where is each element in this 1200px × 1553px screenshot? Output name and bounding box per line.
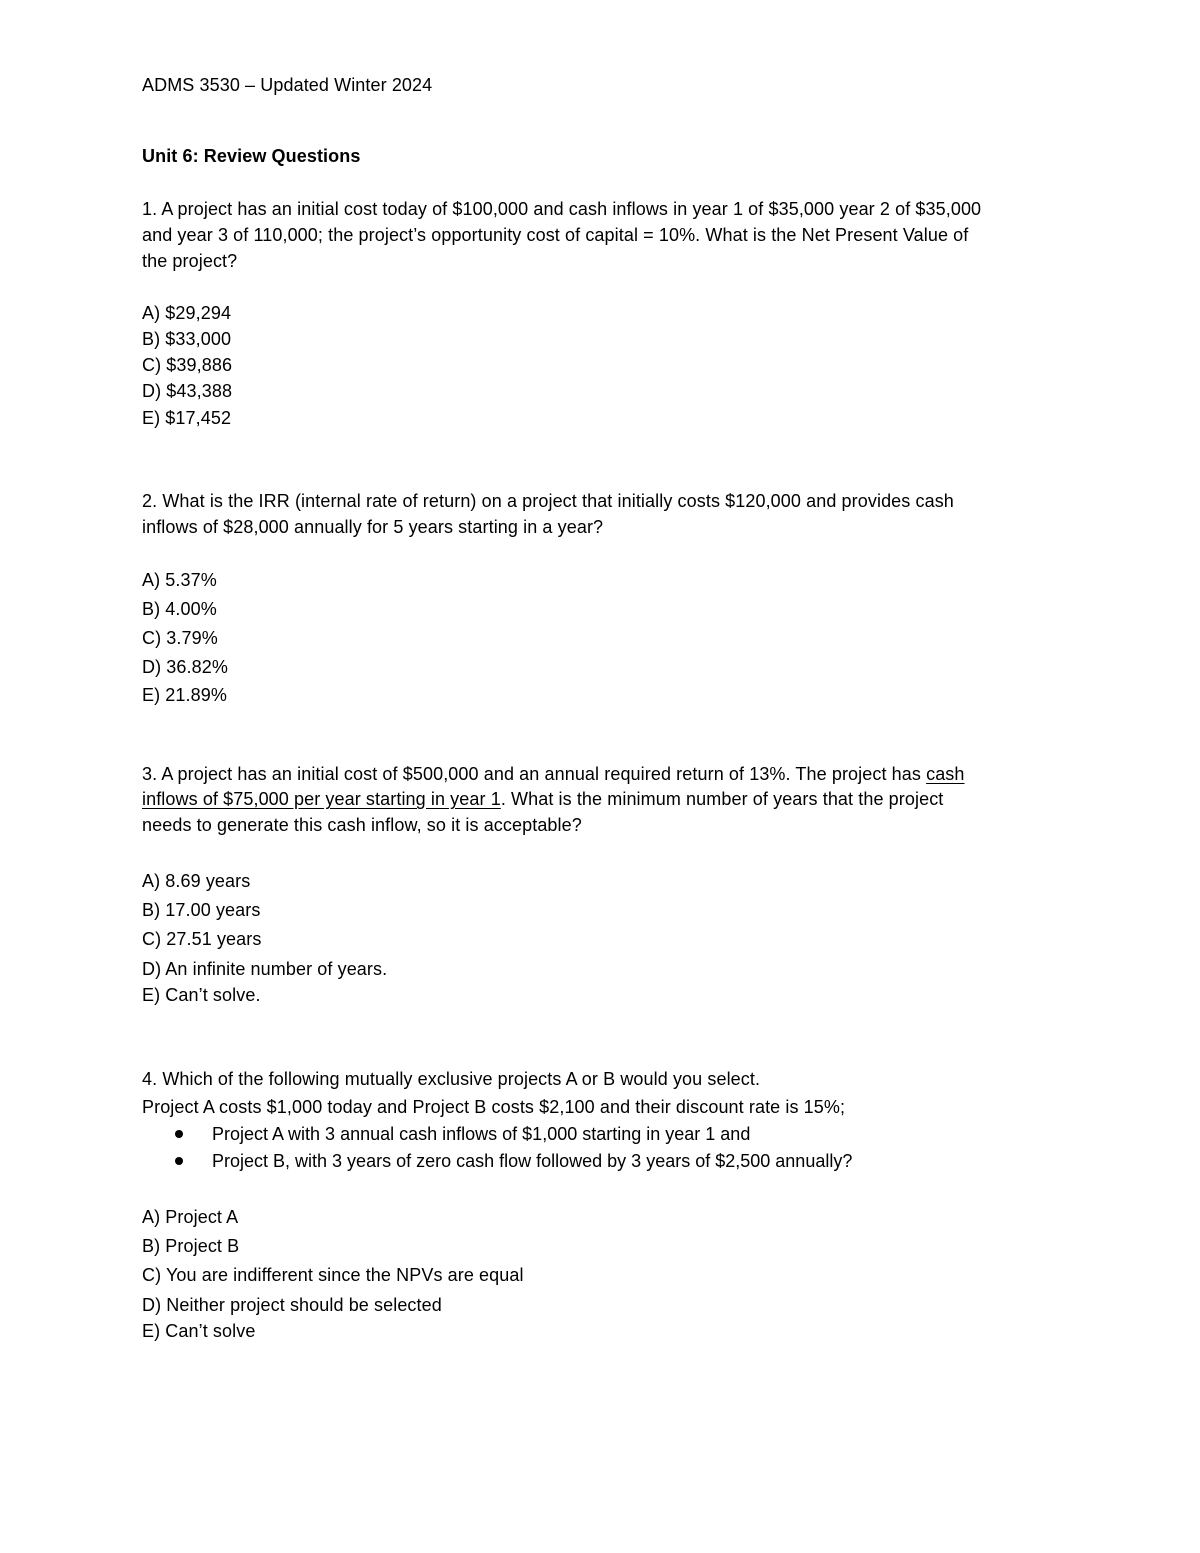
question-3-option-c: C) 27.51 years [142,929,262,949]
question-1-text-line-1: 1. A project has an initial cost today of $100,000 and cash inflows in year 1 of $35,000 year 2 of $35,000 [142,199,982,219]
question-2-option-e: E) 21.89% [142,685,227,705]
question-1-option-a: A) $29,294 [142,303,232,323]
question-4-text-line-2: Project A costs $1,000 today and Project B costs $2,100 and their discount rate is 15%; [142,1097,846,1117]
question-3-text-line-3: needs to generate this cash inflow, so it is acceptable? [142,815,582,835]
question-3-text-line-2-rest: . What is the minimum number of years that the project [500,789,944,809]
question-3-option-e: E) Can’t solve. [142,985,261,1005]
bullet-icon [175,1130,183,1138]
question-1-option-c: C) $39,886 [142,355,233,375]
question-3-option-d: D) An infinite number of years. [142,959,388,979]
question-4-option-b: B) Project B [142,1236,240,1256]
question-3-text-line-1-main: 3. A project has an initial cost of $500,000 and an annual required return of 13%. The project has [142,764,927,784]
question-3-text-line-2 [142,786,943,812]
question-4-option-a: A) Project A [142,1207,239,1227]
question-1-option-b: B) $33,000 [142,329,232,349]
question-3-underlined-text-end: inflows of $75,000 per year starting in year 1 [142,789,501,809]
question-2-option-a: A) 5.37% [142,570,217,590]
question-2-option-c: C) 3.79% [142,628,218,648]
document-header: ADMS 3530 – Updated Winter 2024 [142,75,433,95]
question-1-text-line-2: and year 3 of 110,000; the project’s opportunity cost of capital = 10%. What is the Net Present Value of [142,225,969,245]
question-3-text-line-1 [142,761,965,787]
question-4-bullet-project-a: Project A with 3 annual cash inflows of $1,000 starting in year 1 and [212,1124,751,1144]
question-4-option-d: D) Neither project should be selected [142,1295,442,1315]
question-4-option-e: E) Can’t solve [142,1321,256,1341]
page-title: Unit 6: Review Questions [142,146,361,166]
question-4-text-line-1: 4. Which of the following mutually exclusive projects A or B would you select. [142,1069,761,1089]
question-4-option-c: C) You are indifferent since the NPVs are equal [142,1265,524,1285]
question-3-underlined-text-start: cash [926,764,965,784]
question-4-bullet-project-b: Project B, with 3 years of zero cash flow followed by 3 years of $2,500 annually? [212,1151,853,1171]
question-2-option-b: B) 4.00% [142,599,217,619]
question-2-text-line-2: inflows of $28,000 annually for 5 years starting in a year? [142,517,604,537]
question-1-option-d: D) $43,388 [142,381,233,401]
question-2-text-line-1: 2. What is the IRR (internal rate of return) on a project that initially costs $120,000 and provides cash [142,491,954,511]
question-3-option-b: B) 17.00 years [142,900,261,920]
question-1-option-e: E) $17,452 [142,408,232,428]
question-1-text-line-3: the project? [142,251,238,271]
bullet-icon [175,1157,183,1165]
question-2-option-d: D) 36.82% [142,657,228,677]
question-3-option-a: A) 8.69 years [142,871,251,891]
